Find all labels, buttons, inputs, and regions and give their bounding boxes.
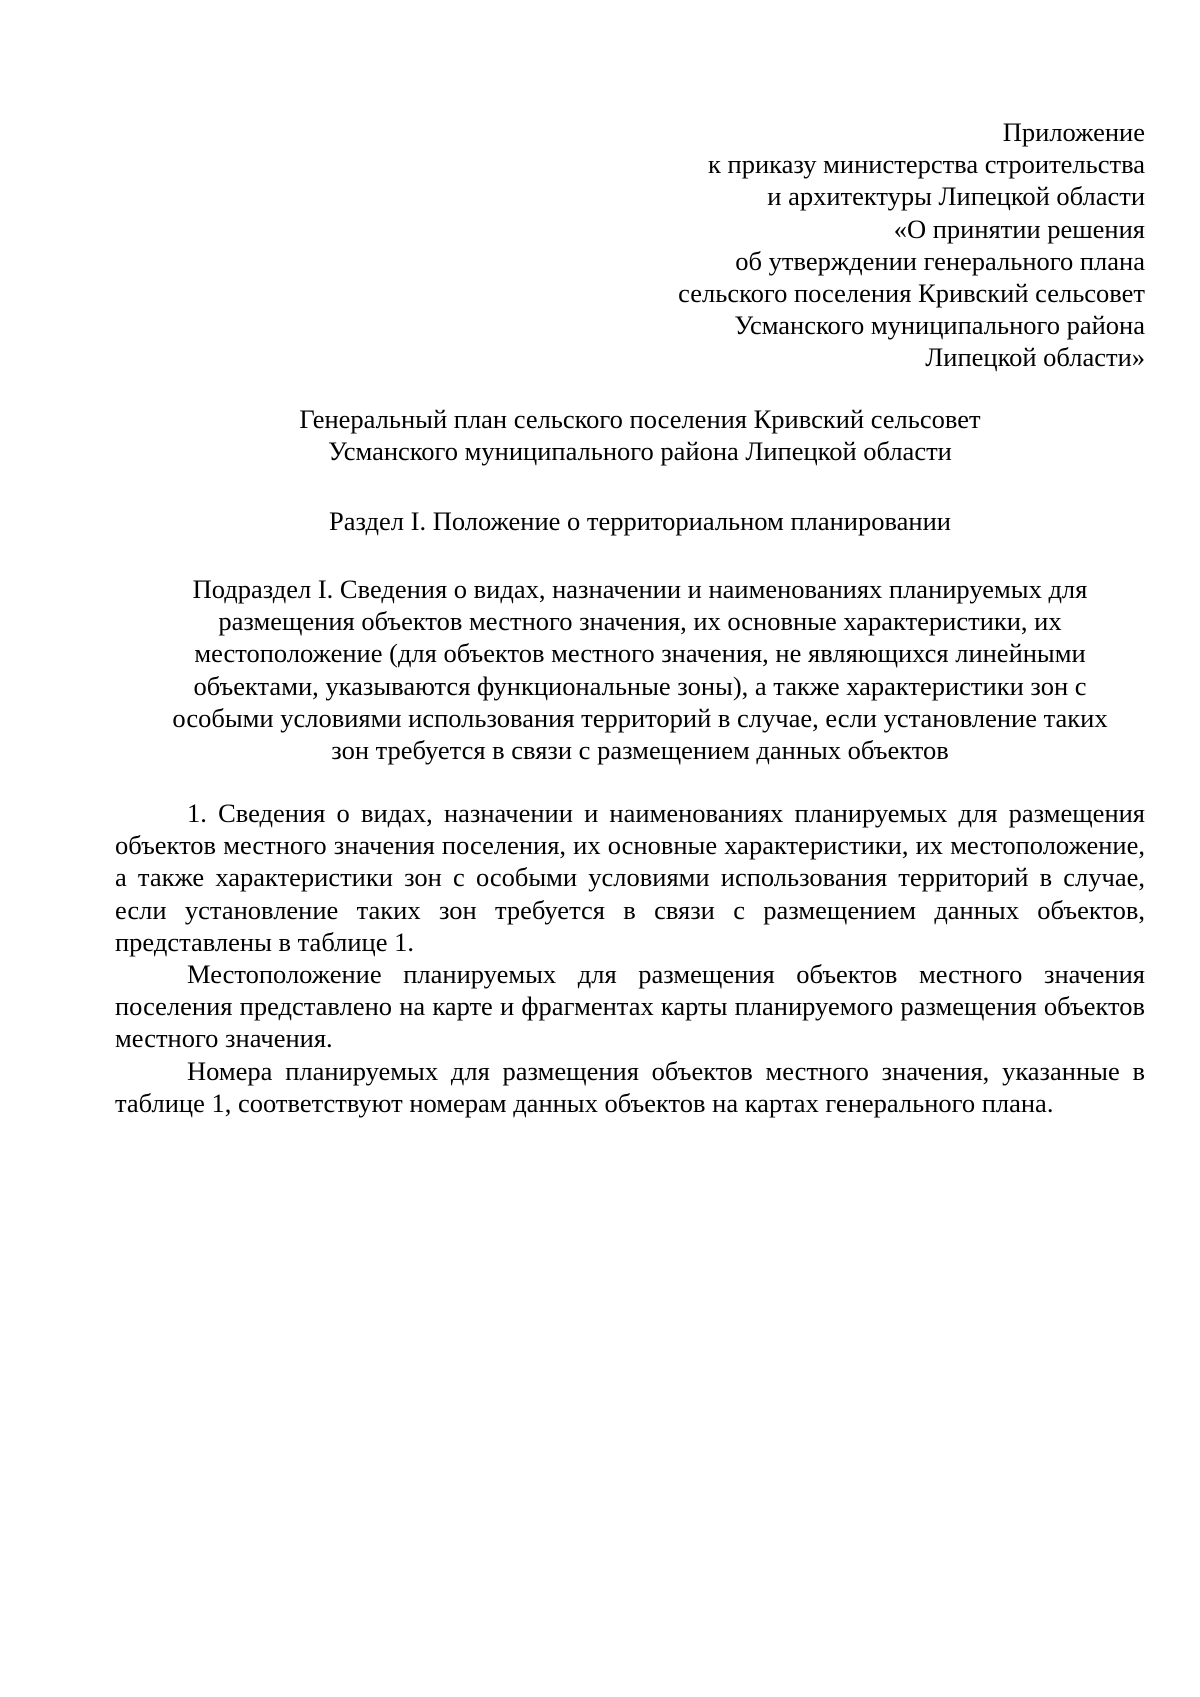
body-paragraph: Местоположение планируемых для размещения объектов местного значения поселения представлено на карте и фрагментах карты планируемого размещения объектов местного значения. (115, 959, 1145, 1054)
appendix-line: к приказу министерства строительства (708, 149, 1145, 180)
appendix-line: «О принятии решения (893, 213, 1145, 244)
appendix-line: и архитектуры Липецкой области (767, 181, 1145, 212)
subsection-line: объектами, указываются функциональные зоны), а также характеристики зон с (193, 670, 1087, 701)
appendix-line: Липецкой области» (925, 342, 1145, 373)
body-text (115, 797, 1145, 1119)
title-line: Генеральный план сельского поселения Кривский сельсовет (299, 404, 981, 434)
appendix-line: Приложение (1002, 117, 1145, 147)
appendix-line: сельского поселения Кривский сельсовет (678, 278, 1145, 309)
title-line: Усманского муниципального района Липецкой области (328, 436, 952, 467)
body-paragraph: 1. Сведения о видах, назначении и наименованиях планируемых для размещения объектов местного значения поселения, их основные характеристики, их местоположение, а также характеристики зон с особыми условиями использования территорий в случае, если установление таких зон требуется в связи с размещением данных объектов, представлены в таблице 1. (115, 798, 1145, 957)
body-paragraph: Номера планируемых для размещения объектов местного значения, указанные в таблице 1, соответствуют номерам данных объектов на картах генерального плана. (115, 1055, 1145, 1118)
subsection-heading (120, 573, 1160, 766)
appendix-header (678, 116, 1145, 374)
section-heading (120, 505, 1160, 537)
subsection-line: размещения объектов местного значения, их основные характеристики, их (218, 606, 1062, 637)
appendix-line: Усманского муниципального района (734, 310, 1145, 341)
section-title: Раздел I. Положение о территориальном планировании (329, 506, 951, 536)
subsection-line: Подраздел I. Сведения о видах, назначении и наименованиях планируемых для (192, 574, 1088, 604)
subsection-line: местоположение (для объектов местного значения, не являющихся линейными (194, 638, 1086, 669)
appendix-line: об утверждении генерального плана (735, 245, 1145, 276)
subsection-line: особыми условиями использования территорий в случае, если установление таких (172, 702, 1108, 733)
document-title (120, 403, 1160, 467)
subsection-line: зон требуется в связи с размещением данных объектов (331, 735, 949, 766)
